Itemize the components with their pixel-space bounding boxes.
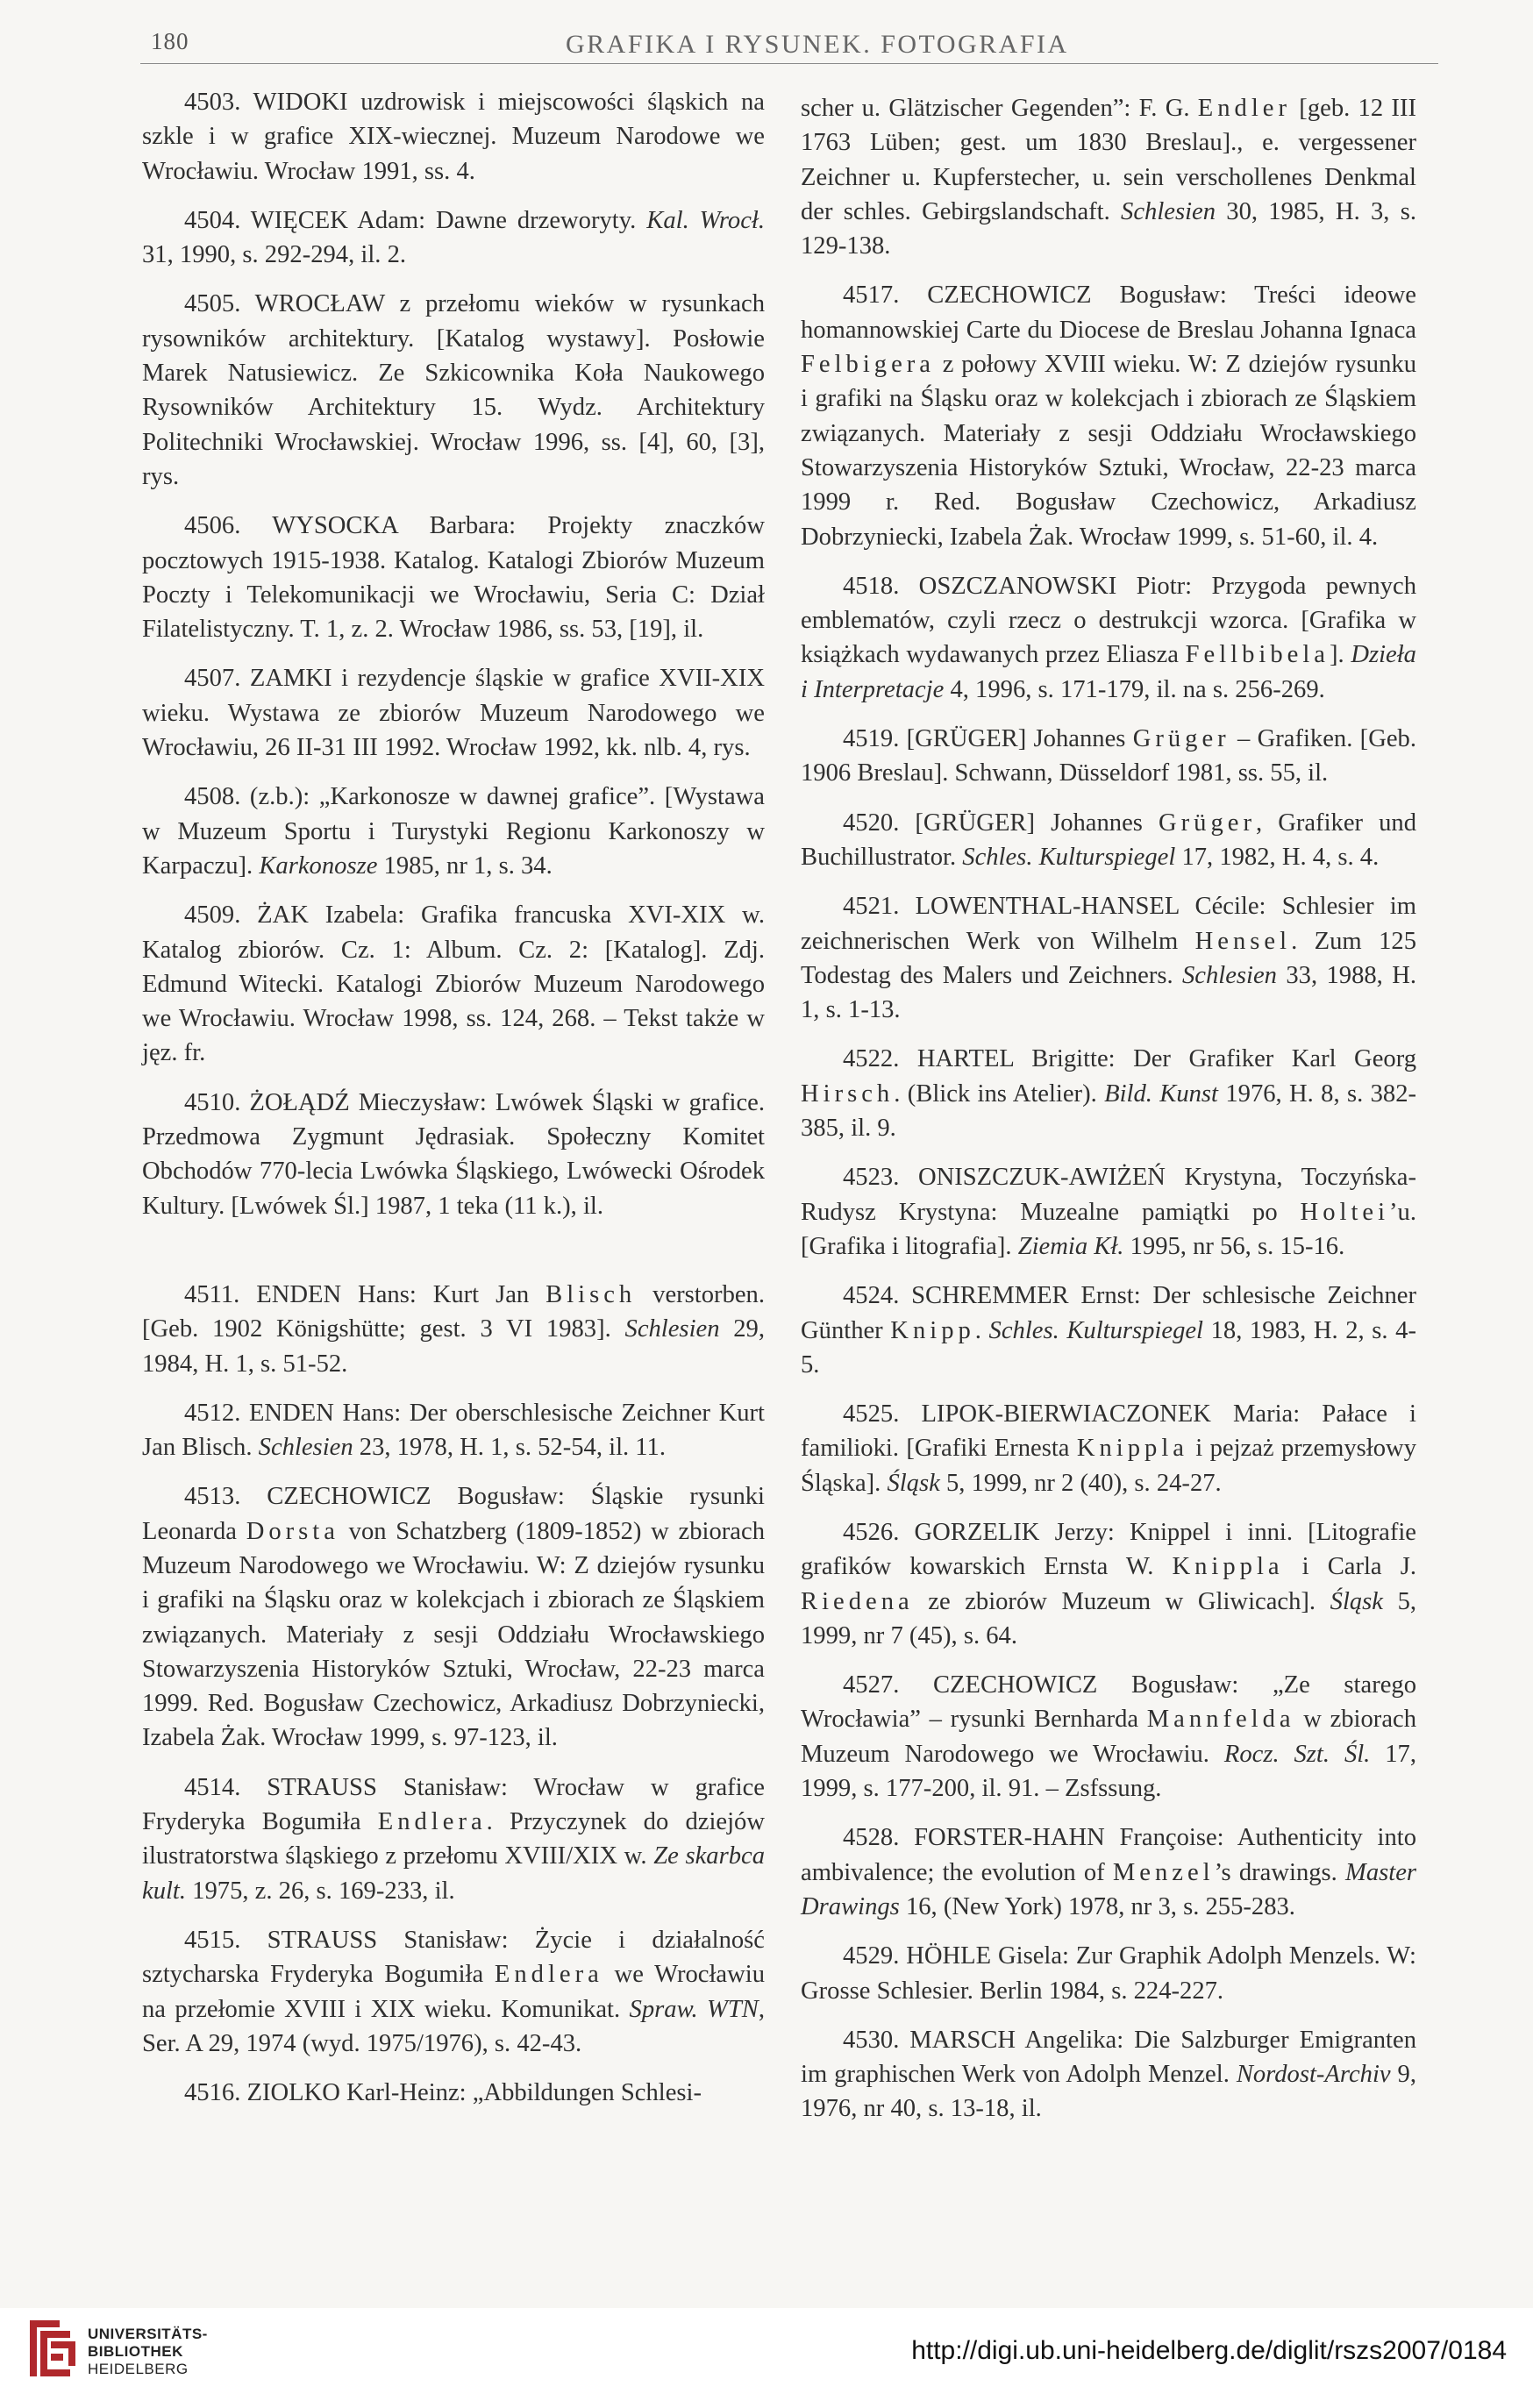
library-line-1: UNIVERSITÄTS- — [88, 2326, 208, 2342]
entry-4525: 4525. LIPOK-BIERWIACZONEK Maria: Pałace i familioki. [Grafiki Ernesta Knippla i pejzaż przemysłowy Śląska]. Śląsk 5, 1999, nr 2 (40), s. 24-27. — [801, 1400, 1416, 1497]
entry-4503: 4503. WIDOKI uzdrowisk i miejscowości śląskich na szkle i w grafice XIX-wiecznej. Muzeum Narodowe we Wrocławiu. Wrocław 1991, ss. 4. — [142, 89, 765, 185]
left-column — [142, 85, 765, 2125]
entry-4509: 4509. ŻAK Izabela: Grafika francuska XVI-XIX w. Katalog zbiorów. Cz. 1: Album. Cz. 2: [Katalog]. Zdj. Edmund Witecki. Katalogi Zbiorów Muzeum Narodowego we Wrocławiu. Wrocław 1998, ss. 124, 268. – Tekst także w jęz. fr. — [142, 901, 765, 1067]
entry-4516-continued: scher u. Glätzischer Gegenden”: F. G. Endler [geb. 12 III 1763 Lüben; gest. um 1830 Breslau]., e. vergessener Zeichner u. Kupferstecher, u. sein verschollenes Denkmal der schles. Gebirgslandschaft. Schlesien 30, 1985, H. 3, s. 129-138. — [801, 95, 1416, 260]
entry-4518: 4518. OSZCZANOWSKI Piotr: Przygoda pewnych emblematów, czyli rzecz o destrukcji wzorca. [Grafika w książkach wydawanych przez Eliasza Fellbibela]. Dzieła i Interpretacje 4, 1996, s. 171-179, il. na s. 256-269. — [801, 572, 1416, 703]
entry-4508: 4508. (z.b.): „Karkonosze w dawnej grafice”. [Wystawa w Muzeum Sportu i Turystyki Regionu Karkonoszy w Karpaczu]. Karkonosze 1985, nr 1, s. 34. — [142, 783, 765, 880]
entry-4517: 4517. CZECHOWICZ Bogusław: Treści ideowe homannowskiej Carte du Diocese de Breslau Johanna Ignaca Felbigera z połowy XVIII wieku. W: Z dziejów rysunku i grafiki na Śląsku oraz w kolekcjach i zbiorach ze Śląskiem związanych. Materiały z sesji Oddziału Wrocławskiego Stowarzyszenia Historyków Sztuki, Wrocław, 22-23 marca 1999 r. Red. Bogusław Czechowicz, Arkadiusz Dobrzyniecki, Izabela Żak. Wrocław 1999, s. 51-60, il. 4. — [801, 281, 1416, 551]
library-line-2: BIBLIOTHEK — [88, 2343, 183, 2360]
entry-4520: 4520. [GRÜGER] Johannes Grüger, Grafiker und Buchillustrator. Schles. Kulturspiegel 17, 1982, H. 4, s. 4. — [801, 809, 1416, 871]
entry-4521: 4521. LOWENTHAL-HANSEL Cécile: Schlesier im zeichnerischen Werk von Wilhelm Hensel. Zum 125 Todestag des Malers und Zeichners. Schlesien 33, 1988, H. 1, s. 1-13. — [801, 893, 1417, 1024]
entry-4511: 4511. ENDEN Hans: Kurt Jan Blisch verstorben. [Geb. 1902 Königshütte; gest. 3 VI 1983]. Schlesien 29, 1984, H. 1, s. 51-52. — [142, 1280, 766, 1378]
entry-4528: 4528. FORSTER-HAHN Françoise: Authenticity into ambivalence; the evolution of Menzel’s drawings. Master Drawings 16, (New York) 1978, nr 3, s. 255-283. — [801, 1824, 1417, 1920]
entry-4530: 4530. MARSCH Angelika: Die Salzburger Emigranten im graphischen Werk von Adolph Menzel. Nordost-Archiv 9, 1976, nr 40, s. 13-18, il. — [801, 2026, 1417, 2123]
source-url-link[interactable]: http://digi.ub.uni-heidelberg.de/diglit/rszs2007/0184 — [911, 2336, 1507, 2365]
entry-4504: 4504. WIĘCEK Adam: Dawne drzeworyty. Kal. Wrocł. 31, 1990, s. 292-294, il. 2. — [142, 206, 766, 269]
entry-4506: 4506. WYSOCKA Barbara: Projekty znaczków pocztowych 1915-1938. Katalog. Katalogi Zbiorów Muzeum Poczty i Telekomunikacji we Wrocławiu, Seria C: Dział Filatelistyczny. T. 1, z. 2. Wrocław 1986, ss. 53, [19], il. — [142, 512, 765, 644]
entry-4516: 4516. ZIOLKO Karl-Heinz: „Abbildungen Schlesi- — [184, 2079, 702, 2107]
page-header — [140, 19, 1438, 64]
entry-4505: 4505. WROCŁAW z przełomu wieków w rysunkach rysowników architektury. [Katalog wystawy]. Posłowie Marek Natusiewicz. Ze Szkicownika Koła Naukowego Rysowników Architektury 15. Wydz. Architektury Politechniki Wrocławskiej. Wrocław 1996, ss. [4], 60, [3], rys. — [142, 290, 765, 490]
library-line-3: HEIDELBERG — [88, 2361, 189, 2377]
entry-4507: 4507. ZAMKI i rezydencje śląskie w grafice XVII-XIX wieku. Wystawa ze zbiorów Muzeum Narodowego we Wrocławiu, 26 II-31 III 1992. Wrocław 1992, kk. nlb. 4, rys. — [142, 665, 765, 762]
right-column — [801, 91, 1416, 2141]
entry-4529: 4529. HÖHLE Gisela: Zur Graphik Adolph Menzels. W: Grosse Schlesier. Berlin 1984, s. 224-227. — [801, 1942, 1416, 2005]
entry-4526: 4526. GORZELIK Jerzy: Knippel i inni. [Litografie grafików kowarskich Ernsta W. Knippla i Carla J. Riedena ze zbiorów Muzeum w Gliwicach]. Śląsk 5, 1999, nr 7 (45), s. 64. — [801, 1518, 1417, 1649]
entry-4522: 4522. HARTEL Brigitte: Der Grafiker Karl Georg Hirsch. (Blick ins Atelier). Bild. Kunst 1976, H. 8, s. 382-385, il. 9. — [801, 1045, 1417, 1143]
entry-4519: 4519. [GRÜGER] Johannes Grüger – Grafiken. [Geb. 1906 Breslau]. Schwann, Düsseldorf 1981, ss. 55, il. — [801, 725, 1416, 787]
entry-4515: 4515. STRAUSS Stanisław: Życie i działalność sztycharska Fryderyka Bogumiła Endlera we Wrocławiu na przełomie XVIII i XIX wieku. Komunikat. Spraw. WTN, Ser. A 29, 1974 (wyd. 1975/1976), s. 42-43. — [142, 1926, 766, 2057]
entry-4513: 4513. CZECHOWICZ Bogusław: Śląskie rysunki Leonarda Dorsta von Schatzberg (1809-1852) w zbiorach Muzeum Narodowego we Wrocławiu. W: Z dziejów rysunku i grafiki na Śląsku oraz w kolekcjach i zbiorach ze Śląskiem związanych. Materiały z sesji Oddziału Wrocławskiego Stowarzyszenia Historyków Sztuki, Wrocław, 22-23 marca 1999. Red. Bogusław Czechowicz, Arkadiusz Dobrzyniecki, Izabela Żak. Wrocław 1999, s. 97-123, il. — [142, 1483, 765, 1752]
entry-4510: 4510. ŻOŁĄDŹ Mieczysław: Lwówek Śląski w grafice. Przedmowa Zygmunt Jędrasiak. Społeczny Komitet Obchodów 770-lecia Lwówka Śląskiego, Lwówecki Ośrodek Kultury. [Lwówek Śl.] 1987, 1 teka (11 k.), il. — [142, 1088, 765, 1220]
library-name — [88, 2326, 208, 2378]
entry-4514: 4514. STRAUSS Stanisław: Wrocław w grafice Fryderyka Bogumiła Endlera. Przyczynek do dziejów ilustratorstwa śląskiego z przełomu XVIII/XIX w. Ze skarbca kult. 1975, z. 26, s. 169-233, il. — [142, 1773, 765, 1905]
entry-4527: 4527. CZECHOWICZ Bogusław: „Ze starego Wrocławia” – rysunki Bernharda Mannfelda w zbiorach Muzeum Narodowego we Wrocławiu. Rocz. Szt. Śl. 17, 1999, s. 177-200, il. 91. – Zsfssung. — [801, 1671, 1417, 1803]
running-head: GRAFIKA I RYSUNEK. FOTOGRAFIA — [566, 30, 1069, 59]
entry-4512: 4512. ENDEN Hans: Der oberschlesische Zeichner Kurt Jan Blisch. Schlesien 23, 1978, H. 1, s. 52-54, il. 11. — [142, 1399, 765, 1462]
page-number: 180 — [151, 28, 189, 54]
entry-4523: 4523. ONISZCZUK-AWIŻEŃ Krystyna, Toczyńska-Rudysz Krystyna: Muzealne pamiątki po Holtei’u. [Grafika i litografia]. Ziemia Kł. 1995, nr 56, s. 15-16. — [801, 1164, 1416, 1260]
university-library-logo-icon — [25, 2315, 79, 2389]
entry-4524: 4524. SCHREMMER Ernst: Der schlesische Zeichner Günther Knipp. Schles. Kulturspiegel 18, 1983, H. 2, s. 4-5. — [801, 1282, 1416, 1379]
